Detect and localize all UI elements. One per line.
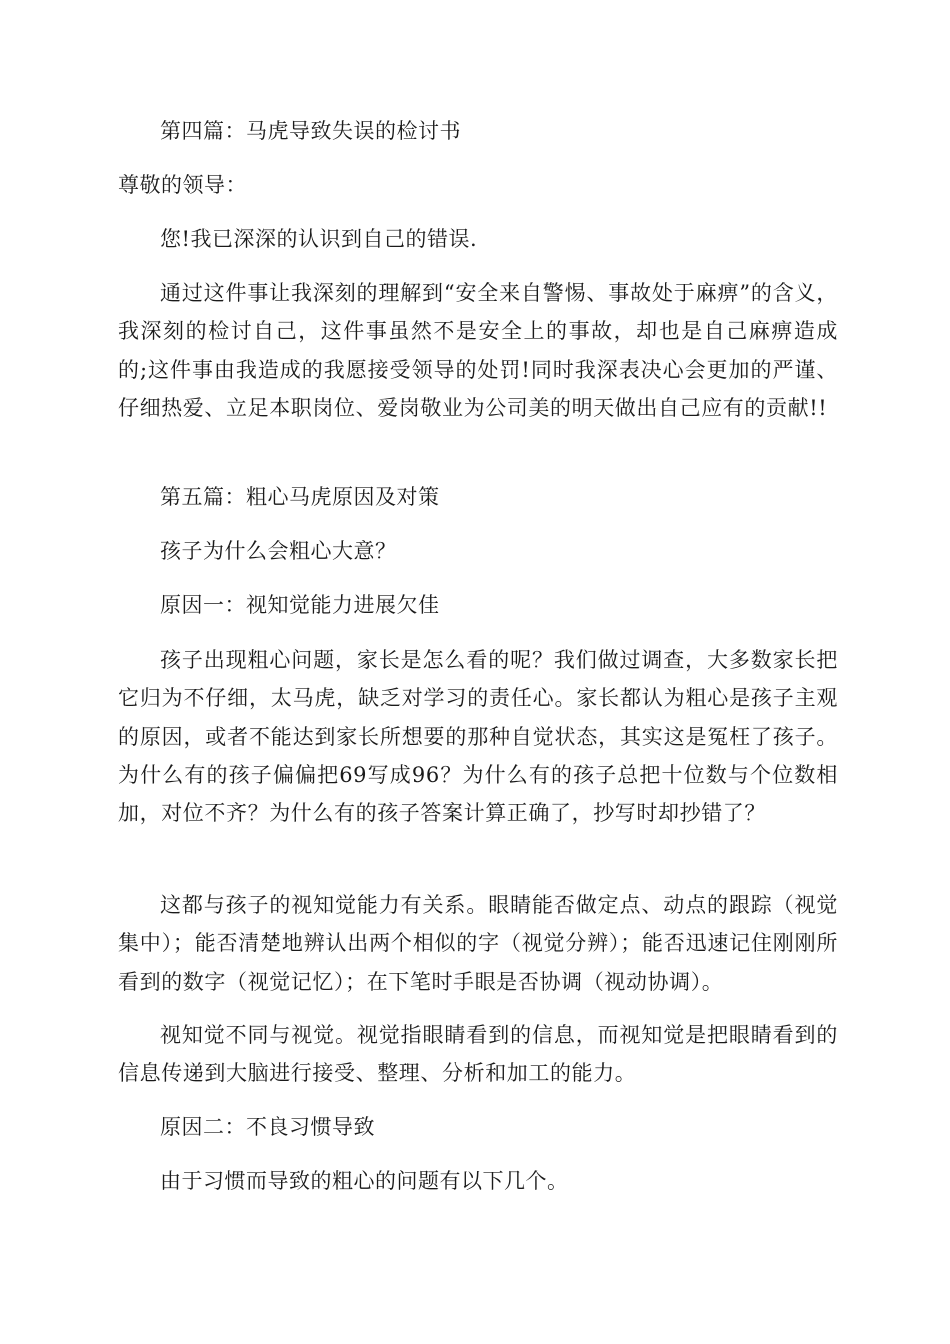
paragraph-perception-vs-vision: 视知觉不同与视觉。视觉指眼睛看到的信息，而视知觉是把眼睛看到的信息传递到大脑进行接受、整理、分析和加工的能力。 [118, 1023, 838, 1086]
section-heading-5: 第五篇：粗心马虎原因及对策 [160, 485, 440, 509]
section-heading-4: 第四篇：马虎导致失误的检讨书 [160, 119, 461, 143]
reason-2-title: 原因二：不良习惯导致 [160, 1115, 375, 1139]
paragraph-visual-perception: 这都与孩子的视知觉能力有关系。眼睛能否做定点、动点的跟踪（视觉集中）；能否清楚地辨认出两个相似的字（视觉分辨）；能否迅速记住刚刚所看到的数字（视觉记忆）；在下笔时手眼是否协调（视动协调）。 [118, 893, 838, 994]
question-line: 孩子为什么会粗心大意？ [160, 539, 397, 563]
reason-1-title: 原因一：视知觉能力进展欠佳 [160, 593, 440, 617]
paragraph-greeting: 您!我已深深的认识到自己的错误. [160, 227, 478, 251]
paragraph-habits: 由于习惯而导致的粗心的问题有以下几个。 [160, 1169, 569, 1193]
paragraph-parent-view: 孩子出现粗心问题，家长是怎么看的呢？我们做过调查，大多数家长把它归为不仔细，太马虎，缺乏对学习的责任心。家长都认为粗心是孩子主观的原因，或者不能达到家长所想要的那种自觉状态，其实这是冤枉了孩子。为什么有的孩子偏偏把69写成96？为什么有的孩子总把十位数与个位数相加，对位不齐？为什么有的孩子答案计算正确了，抄写时却抄错了？ [118, 648, 838, 826]
salutation: 尊敬的领导： [118, 173, 247, 197]
paragraph-reflection: 通过这件事让我深刻的理解到“安全来自警惕、事故处于麻痹”的含义，我深刻的检讨自己，这件事虽然不是安全上的事故，却也是自己麻痹造成的;这件事由我造成的我愿接受领导的处罚!同时我深表决心会更加的严谨、仔细热爱、立足本职岗位、爱岗敬业为公司美的明天做出自己应有的贡献!! [118, 281, 838, 420]
